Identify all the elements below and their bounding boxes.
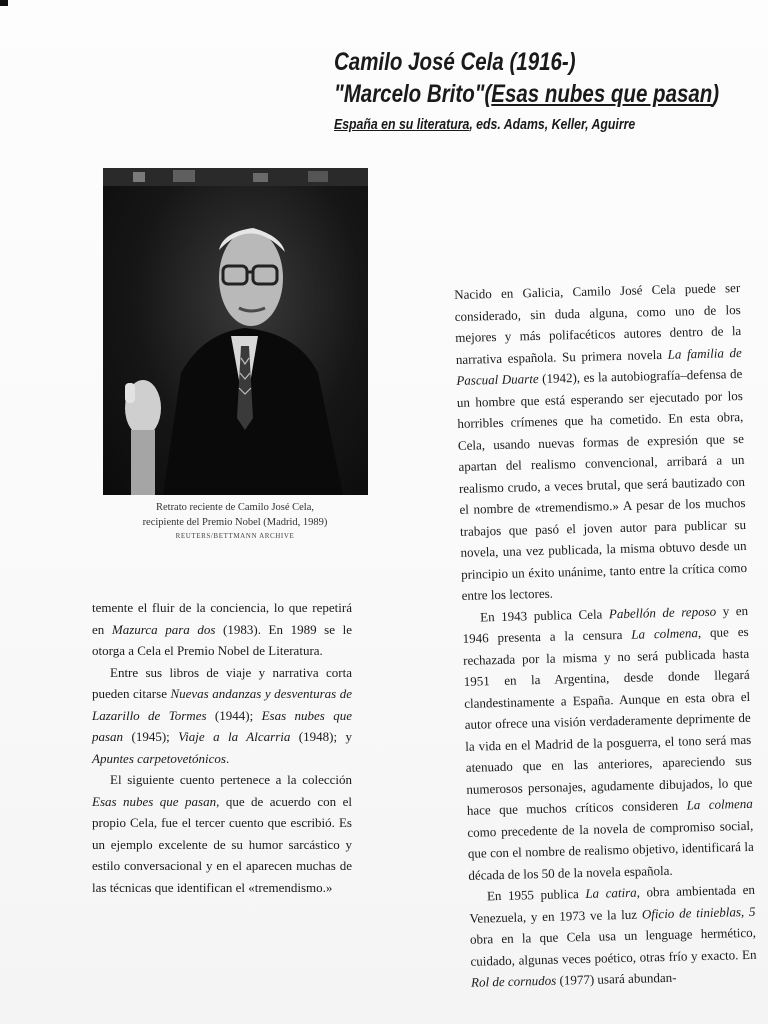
book-title: Nuevas andanzas y desventuras de Lazarillo de Tormes (92, 686, 352, 723)
text-run: Nacido en Galicia, Camilo José Cela puede ser considerado, sin duda alguna, como uno de los mejores y más polifacéticos autores dentro de la narrativa española. Su primera novela (454, 280, 742, 367)
text-run: En 1955 publica (486, 885, 586, 904)
source-title: España en su literatura (334, 116, 470, 133)
photo-credit: REUTERS/BETTMANN ARCHIVE (175, 532, 295, 540)
text-run: (1948); y (290, 729, 352, 744)
right-text-column (454, 277, 757, 993)
text-run: , obra ambientada en Venezuela, y en 1973 ve la luz (469, 881, 756, 926)
author-heading: Camilo José Cela (1916-) (334, 48, 576, 76)
text-run: (1945); (123, 729, 179, 744)
text-run: , que de acuerdo con el propio Cela, fue el tercer cuento que escribió. Es un ejemplo excelente de su humor sarcástico y estilo conversacional y en el aparecen muchas de las técnicas que identifican el «tremendismo.» (92, 793, 352, 895)
story-title-underlined: Esas nubes que pasan (491, 80, 713, 108)
text-run: obra en la que Cela usa un lenguage hermético, cuidado, algunas veces poético, otras frío y exacto. En (469, 924, 757, 969)
author-photo (103, 168, 368, 495)
paragraph (92, 662, 352, 770)
book-title: Rol de cornudos (470, 972, 557, 990)
text-run: como precedente de la novela de compromiso social, que con el nombre de realismo objetivo, identificará la década de los 50 de la novela española. (467, 817, 755, 883)
scan-corner-mark (0, 0, 8, 6)
book-title: Oficio de tinieblas, 5 (641, 903, 756, 922)
book-title: La familia de Pascual Duarte (456, 344, 742, 388)
text-run: (1977) usará abundan- (556, 969, 677, 988)
caption-line-2: recipiente del Premio Nobel (Madrid, 1989) (142, 517, 328, 528)
text-run: (1942), es la autobiografía–defensa de un hombre que está esperando ser ejecutado por los horribles crímenes que ha cometido. En esta obra, Cela, usando nuevas formas de expresión que se apartan del realismo convencional, arribará a un realismo crudo, a veces brutal, que será bautizado con el nombre de «tremendismo.» A pesar de los muchos trabajos que pasó el joven autor para publicar su novela, una vez publicada, la misma obtuvo desde un principio un éxito unánime, tanto entre la crítica como entre los lectores. (456, 365, 748, 603)
source-editors: , eds. Adams, Keller, Aguirre (469, 116, 636, 133)
photo-caption (115, 500, 355, 542)
text-run: Entre sus libros de viaje y narrativa corta pueden citarse (92, 664, 352, 701)
paragraph (462, 599, 755, 885)
paragraph (454, 277, 748, 606)
text-run: (1944); (206, 707, 262, 723)
book-title: Viaje a la Alcarria (178, 729, 291, 744)
text-run: temente el fluir de la conciencia, lo que repetirá en (92, 600, 352, 637)
paragraph (92, 769, 352, 898)
text-run: (1983). En 1989 se le otorga a Cela el Premio Nobel de Literatura. (92, 621, 352, 658)
book-title: Esas nubes que pasan (92, 707, 352, 744)
story-title (334, 78, 720, 110)
text-run: . (225, 750, 230, 766)
text-run: y en 1946 presenta a la censura (462, 602, 749, 646)
book-title: Pabellón de reposo (608, 603, 717, 621)
book-title: Mazurca para dos (111, 621, 216, 637)
story-title-plain: "Marcelo Brito"( (334, 80, 492, 108)
book-title: La colmena (631, 625, 699, 642)
text-run: El siguiente cuento pertenece a la colección (110, 772, 352, 787)
paragraph (92, 597, 352, 662)
story-title-close: ) (712, 80, 720, 108)
paragraph (469, 879, 758, 993)
book-title: Apuntes carpetovetónicos (92, 750, 226, 766)
text-run: , que es rechazada por la misma y no será publicada hasta 1951 en la Argentina, desde donde llegará clandestinamente a España. Aunque en esta obra el autor ofrece una visión verdaderamente deprimente de la vida en el Madrid de la posguerra, el tono será mas atenuado que en las anteriores, apareciendo sus numerosos personajes, agudamente dibujados, lo que hace que muchos críticos consideren (463, 623, 753, 818)
book-title: Esas nubes que pasan (92, 793, 217, 809)
book-title: La colmena (686, 795, 753, 813)
author-portrait-graphic (103, 168, 368, 495)
caption-line-1: Retrato reciente de Camilo José Cela, (155, 502, 315, 513)
left-text-column (92, 597, 352, 898)
book-title: La catira (585, 884, 637, 901)
source-citation (334, 112, 678, 138)
page-header (334, 46, 720, 138)
text-run: En 1943 publica Cela (479, 605, 610, 624)
